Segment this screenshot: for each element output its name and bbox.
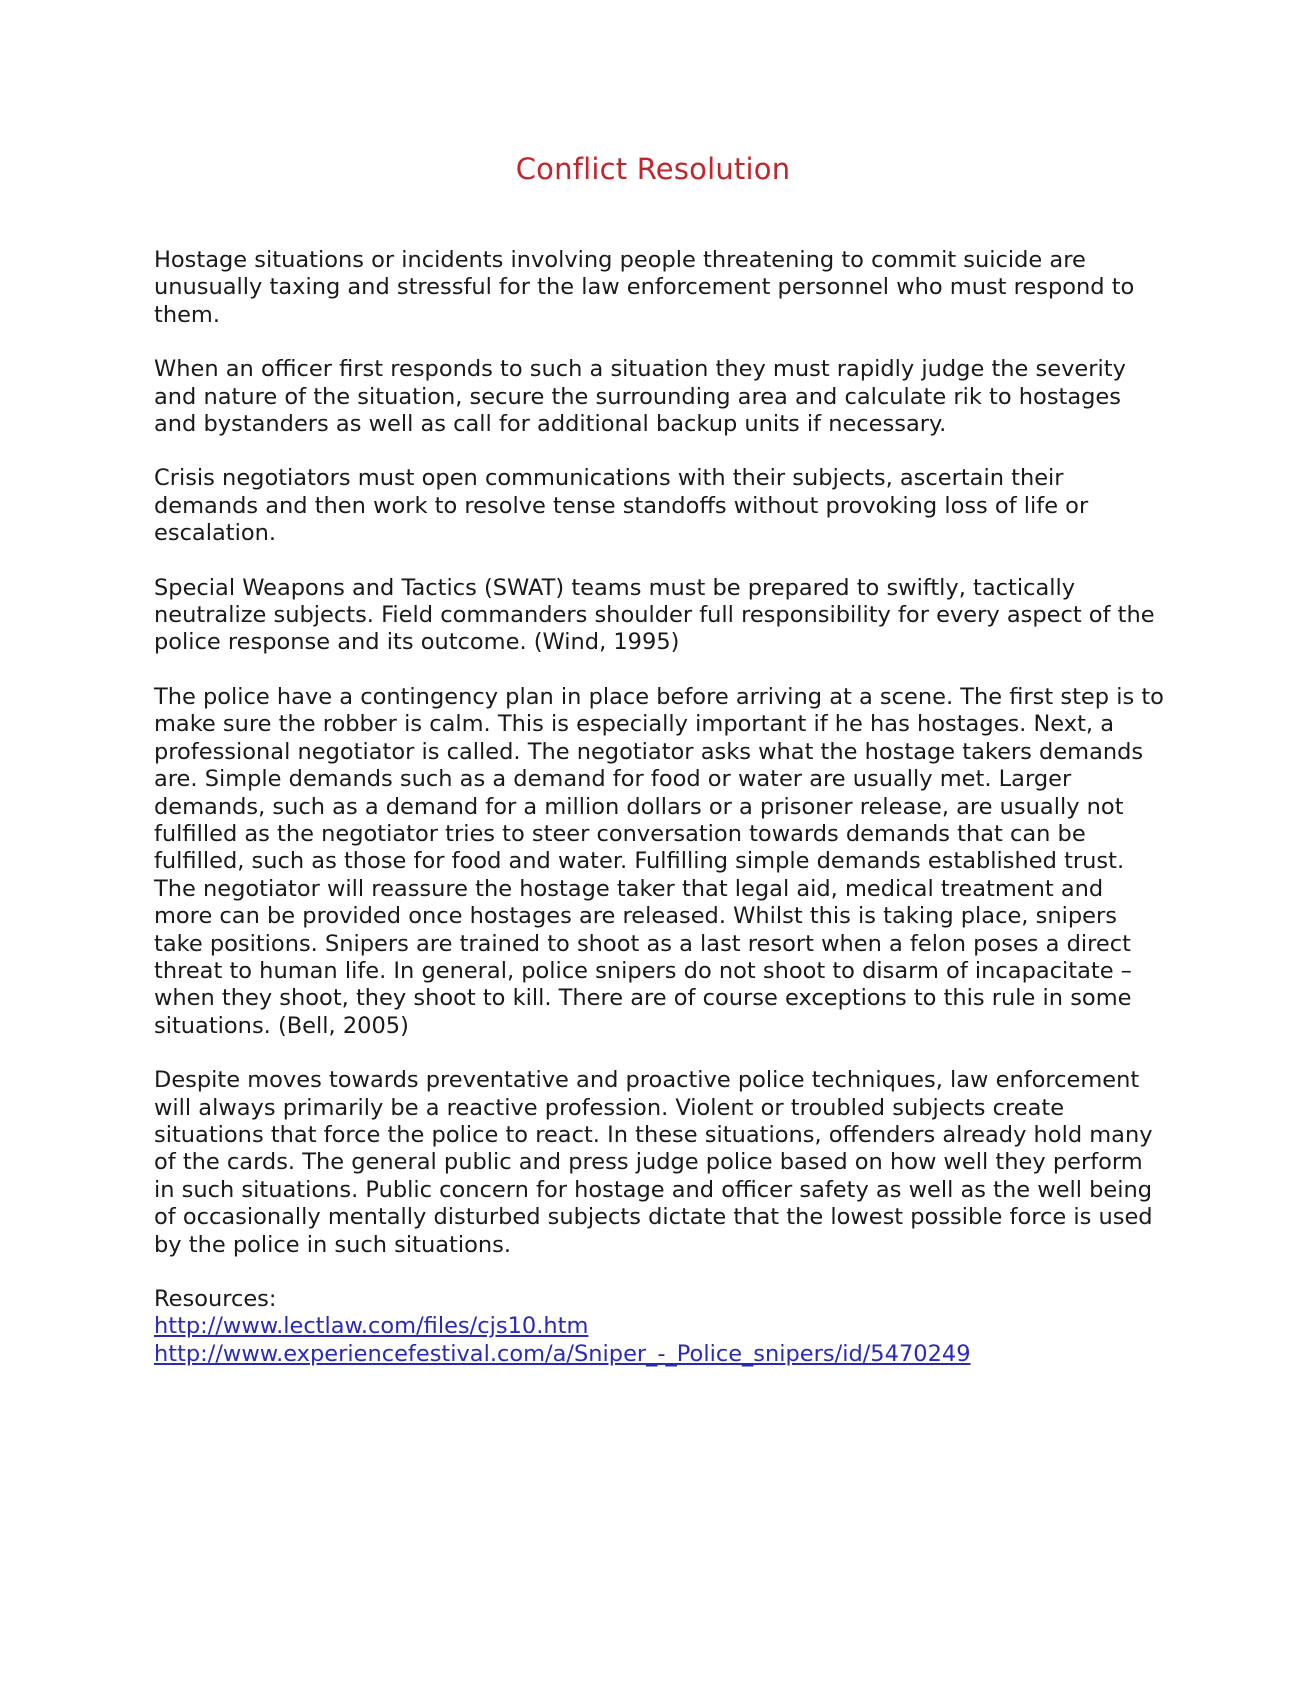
paragraph-crisis-negotiators: Crisis negotiators must open communications with their subjects, ascertain their demands and then work to resolve tense standoffs without provoking loss of life or escalation.: [154, 465, 1089, 547]
document-body: [154, 247, 1164, 1368]
paragraph-contingency-plan: The police have a contingency plan in place before arriving at a scene. The first step is to make sure the robber is calm. This is especially important if he has hostages. Next, a professional negotiator is called. The negotiator asks what the hostage takers demands are. Simple demands such as a demand for food or water are usually met. Larger demands, such as a demand for a million dollars or a prisoner release, are usually not fulfilled as the negotiator tries to steer conversation towards demands that can be fulfilled, such as those for food and water. Fulfilling simple demands established trust. The negotiator will reassure the hostage taker that legal aid, medical treatment and more can be provided once hostages are released. Whilst this is taking place, snipers take positions. Snipers are trained to shoot as a last resort when a felon poses a direct threat to human life. In general, police snipers do not shoot to disarm of incapacitate – when they shoot, they shoot to kill. There are of course exceptions to this rule in some situations. (Bell, 2005): [154, 683, 1164, 1039]
paragraph-officer-response: When an officer first responds to such a situation they must rapidly judge the severity and nature of the situation, secure the surrounding area and calculate rik to hostages and bystanders as well as call for additional backup units if necessary.: [154, 356, 1126, 438]
resources-section: [154, 1286, 1164, 1368]
resource-link-lectlaw[interactable]: http://www.lectlaw.com/files/cjs10.htm: [154, 1313, 589, 1340]
paragraph-reactive-profession: Despite moves towards preventative and proactive police techniques, law enforcement will always primarily be a reactive profession. Violent or troubled subjects create situations that force the police to react. In these situations, offenders already hold many of the cards. The general public and press judge police based on how well they perform in such situations. Public concern for hostage and officer safety as well as the well being of occasionally mentally disturbed subjects dictate that the lowest possible force is used by the police in such situations.: [154, 1067, 1153, 1258]
paragraph-swat-teams: Special Weapons and Tactics (SWAT) teams must be prepared to swiftly, tactically neutralize subjects. Field commanders shoulder full responsibility for every aspect of the police response and its outcome. (Wind, 1995): [154, 574, 1155, 656]
page-title: Conflict Resolution: [515, 152, 791, 186]
resource-link-experiencefestival[interactable]: http://www.experiencefestival.com/a/Sniper_-_Police_snipers/id/5470249: [154, 1340, 971, 1367]
resources-label: Resources:: [154, 1286, 277, 1312]
paragraph-hostage-situations: Hostage situations or incidents involving people threatening to commit suicide are unusually taxing and stressful for the law enforcement personnel who must respond to them.: [154, 247, 1135, 328]
